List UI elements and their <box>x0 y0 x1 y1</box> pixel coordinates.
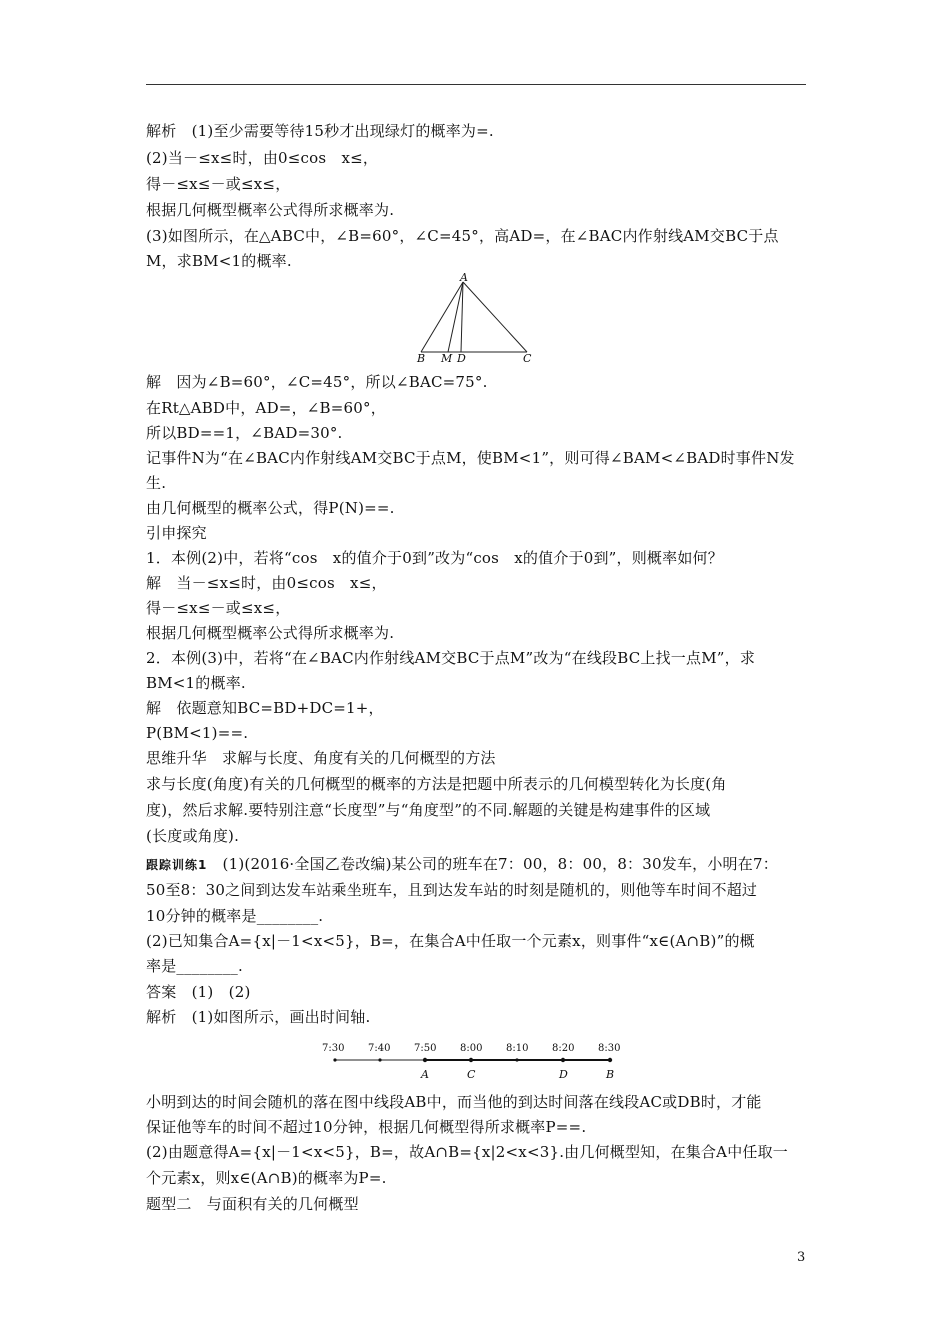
label-b: B <box>417 352 426 364</box>
training-line <box>146 854 778 875</box>
point-a-label: A <box>421 1068 429 1081</box>
point-b-label: B <box>606 1068 615 1081</box>
timeline-figure <box>310 1036 640 1084</box>
text-line: 个元素x，则x∈(A∩B)的概率为P=. <box>146 1169 387 1187</box>
tick-dot <box>378 1058 381 1061</box>
text-line: 得－≤x≤－或≤x≤， <box>146 175 291 193</box>
side-ab <box>421 282 463 352</box>
text-line: (2)由题意得A={x|－1<x<5}，B=，故A∩B={x|2<x<3}.由几何概型知，在集合A中任取一 <box>146 1143 789 1161</box>
text-line: 记事件N为“在∠BAC内作射线AM交BC于点M，使BM<1”，则可得∠BAM<∠BAD时事件N发 <box>146 449 795 467</box>
tick-label: 8:20 <box>552 1043 575 1054</box>
altitude-ad <box>461 282 463 352</box>
tick-label: 8:30 <box>598 1043 621 1054</box>
text-line: 得－≤x≤－或≤x≤， <box>146 599 291 617</box>
tick-dot <box>333 1058 336 1061</box>
text-line: 10分钟的概率是________. <box>146 907 324 925</box>
label-a: A <box>460 272 468 284</box>
answer-line: 答案 (1) (2) <box>146 983 251 1001</box>
point-a-dot <box>423 1058 427 1062</box>
tick-label: 8:00 <box>460 1043 483 1054</box>
text-line: 1．本例(2)中，若将“cos x的值介于0到”改为“cos x的值介于0到”，则概率如何？ <box>146 549 723 567</box>
text-line: 解 因为∠B=60°，∠C=45°，所以∠BAC=75°. <box>146 373 488 391</box>
text-line: M，求BM<1的概率. <box>146 252 292 270</box>
text-line: P(BM<1)==. <box>146 724 249 742</box>
point-b-dot <box>608 1058 612 1062</box>
text-line: 解 当－≤x≤时，由0≤cos x≤， <box>146 574 387 592</box>
tick-label: 7:40 <box>368 1043 391 1054</box>
text-line: 所以BD==1，∠BAD=30°. <box>146 424 343 442</box>
text-line: (2)当－≤x≤时，由0≤cos x≤， <box>146 149 379 167</box>
text-line: 解析 (1)至少需要等待15秒才出现绿灯的概率为=. <box>146 122 494 140</box>
tick-label: 8:10 <box>506 1043 529 1054</box>
text-line: 保证他等车的时间不超过10分钟，根据几何概型得所求概率P==. <box>146 1118 587 1136</box>
header-rule <box>146 84 806 85</box>
text-line: 生. <box>146 474 167 492</box>
label-m: M <box>441 352 453 364</box>
text-line: (长度或角度). <box>146 827 240 845</box>
point-d-dot <box>561 1058 565 1062</box>
text-line: 由几何概型的概率公式，得P(N)==. <box>146 499 395 517</box>
label-c: C <box>523 352 532 364</box>
text-line: 根据几何概型概率公式得所求概率为. <box>146 624 395 642</box>
text-line: 小明到达的时间会随机的落在图中线段AB中，而当他的到达时间落在线段AC或DB时，才能 <box>146 1093 762 1111</box>
section-heading: 引申探究 <box>146 524 207 542</box>
text-line: (2)已知集合A={x|－1<x<5}，B=，在集合A中任取一个元素x，则事件“x∈(A∩B)”的概 <box>146 932 755 950</box>
section-heading: 题型二 与面积有关的几何概型 <box>146 1195 359 1213</box>
text-line: (3)如图所示，在△ABC中，∠B=60°，∠C=45°，高AD=，在∠BAC内作射线AM交BC于点 <box>146 227 779 245</box>
tick-label: 7:30 <box>322 1043 345 1054</box>
text-line: 50至8：30之间到达发车站乘坐班车，且到达发车站的时刻是随机的，则他等车时间不超过 <box>146 881 758 899</box>
text-line: 度)，然后求解.要特别注意“长度型”与“角度型”的不同.解题的关键是构建事件的区域 <box>146 801 711 819</box>
text-line: 解 依题意知BC=BD+DC=1+， <box>146 699 384 717</box>
page-number: 3 <box>797 1250 806 1265</box>
text-line: 根据几何概型概率公式得所求概率为. <box>146 201 395 219</box>
label-d: D <box>457 352 466 364</box>
point-c-label: C <box>467 1068 476 1081</box>
training-label: 跟踪训练1 <box>146 858 208 872</box>
tick-dot <box>515 1058 518 1061</box>
text-line: 求与长度(角度)有关的几何概型的概率的方法是把题中所表示的几何模型转化为长度(角 <box>146 775 727 793</box>
ray-am <box>448 282 463 352</box>
text-line: 率是________. <box>146 957 243 975</box>
text-line: 解析 (1)如图所示，画出时间轴. <box>146 1008 371 1026</box>
point-d-label: D <box>559 1068 568 1081</box>
tick-label: 7:50 <box>414 1043 437 1054</box>
point-c-dot <box>469 1058 473 1062</box>
text-line: 2．本例(3)中，若将“在∠BAC内作射线AM交BC于点M”改为“在线段BC上找一点M”，求 <box>146 649 756 667</box>
text-line: BM<1的概率. <box>146 674 246 692</box>
section-heading: 思维升华 求解与长度、角度有关的几何概型的方法 <box>146 749 496 767</box>
text-span: (1)(2016·全国乙卷改编)某公司的班车在7：00，8：00，8：30发车，小明在7： <box>207 855 778 873</box>
triangle-figure <box>410 272 540 364</box>
text-line: 在Rt△ABD中，AD=，∠B=60°， <box>146 399 386 417</box>
side-ac <box>463 282 527 352</box>
